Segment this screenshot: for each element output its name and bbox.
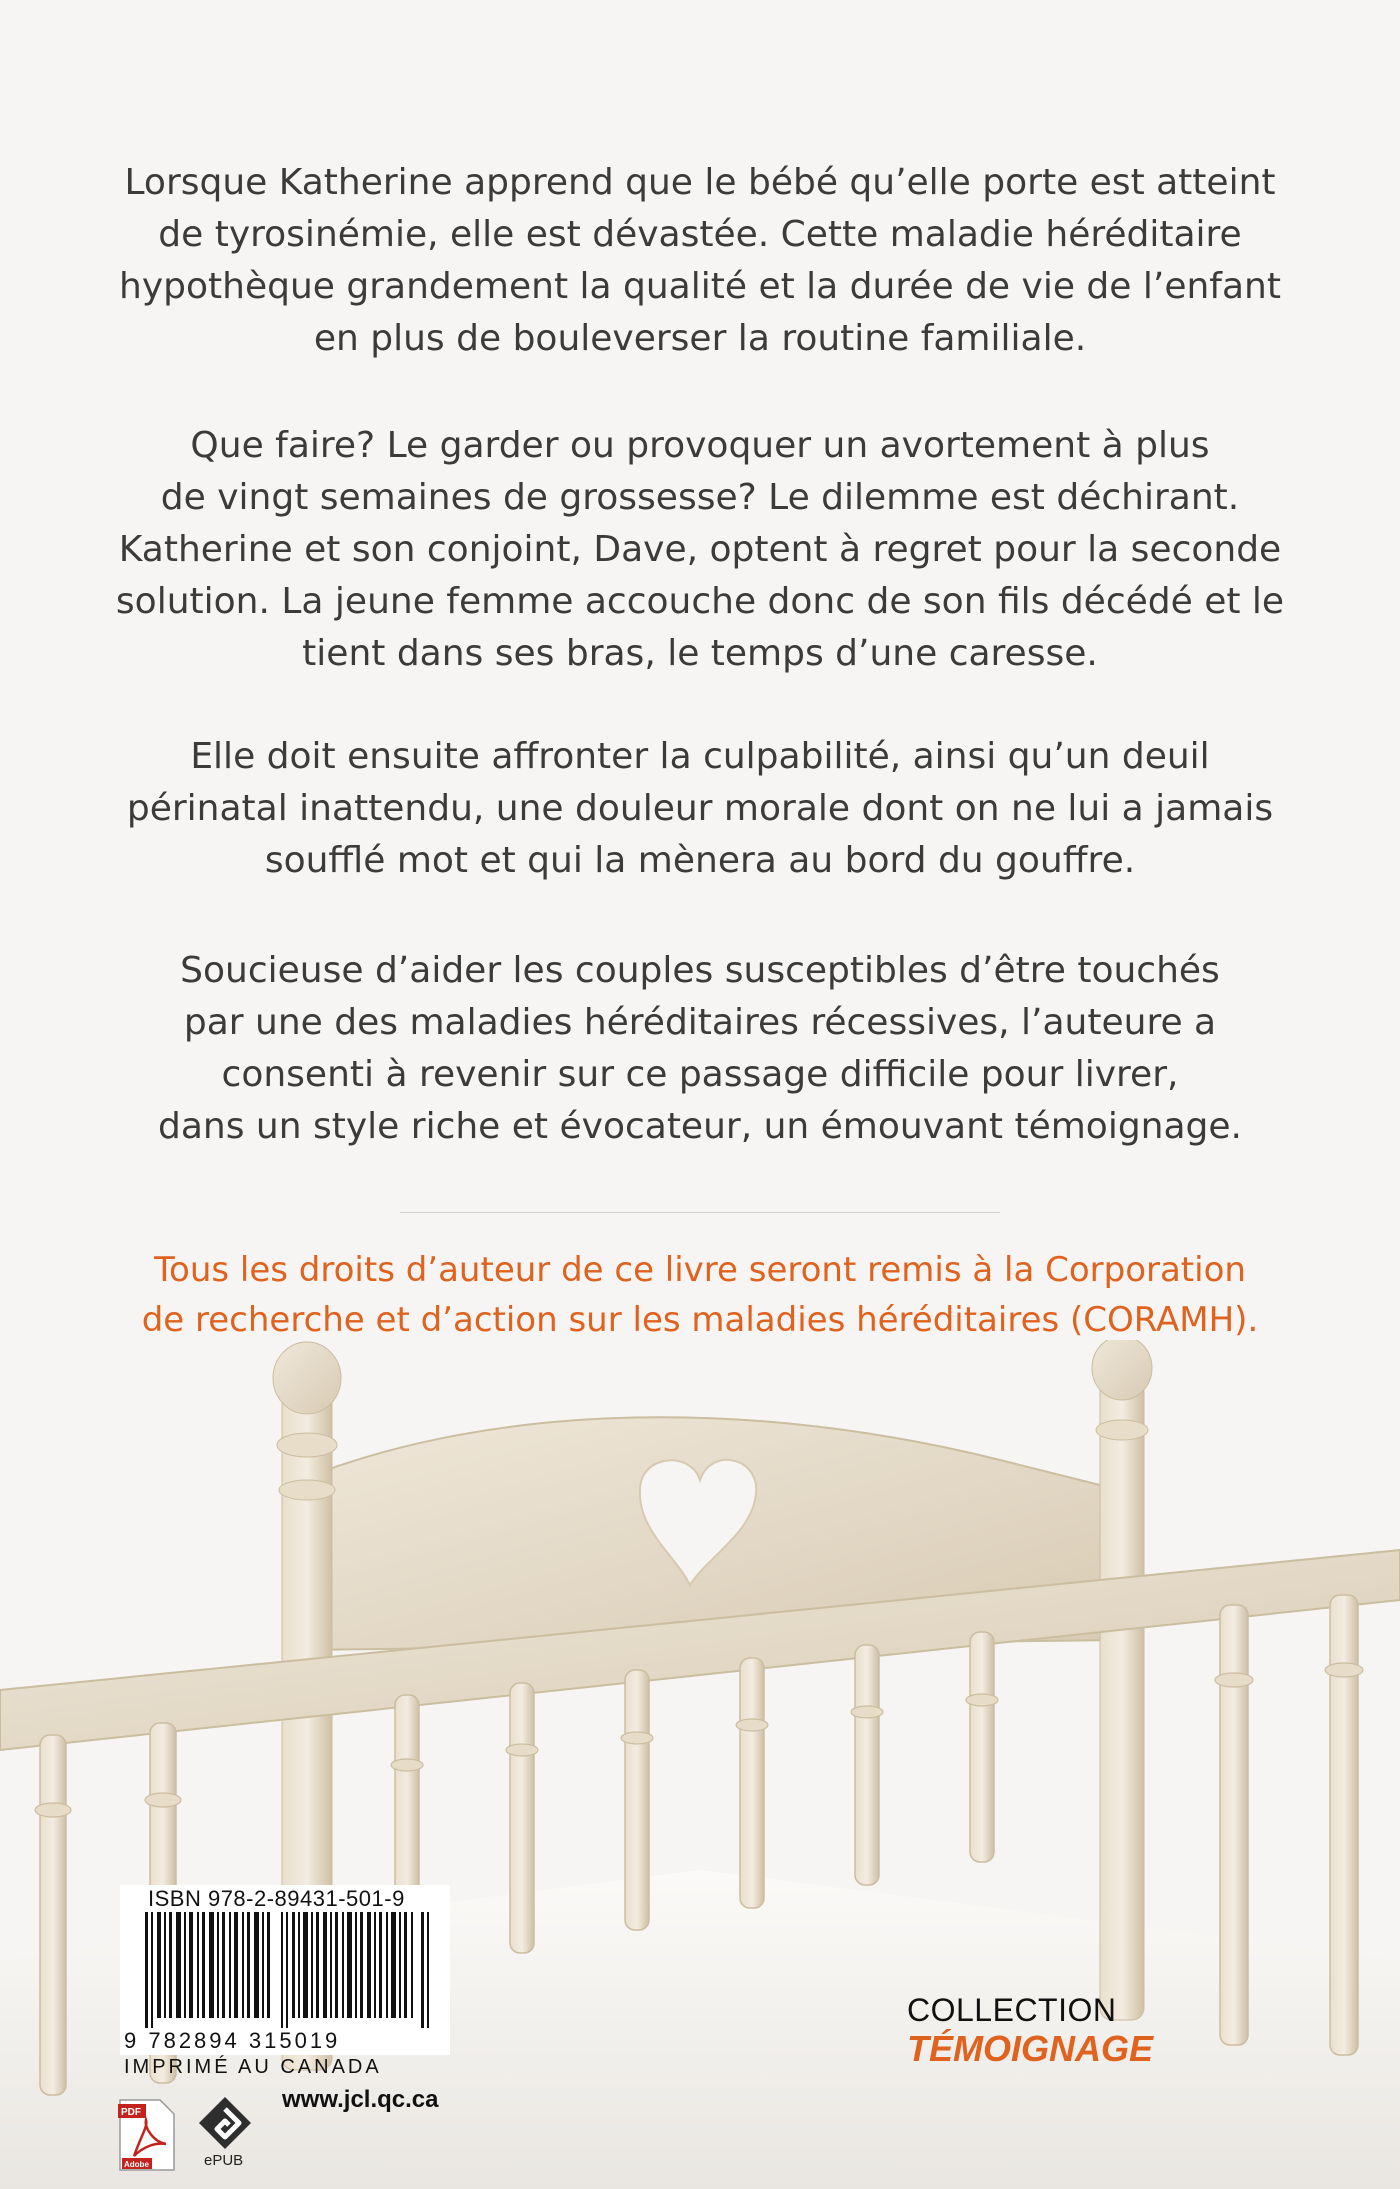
printed-in-label: IMPRIMÉ AU CANADA	[124, 2056, 382, 2078]
divider	[400, 1212, 1000, 1213]
pdf-icon	[118, 2098, 176, 2172]
collection-label: COLLECTION	[907, 1992, 1117, 2028]
isbn: ISBN 978-2-89431-501-9	[148, 1886, 405, 1911]
publisher-website[interactable]: www.jcl.qc.ca	[282, 2086, 439, 2113]
text-line: de tyrosinémie, elle est dévastée. Cette maladie héréditaire	[158, 214, 1242, 255]
text-line: Soucieuse d’aider les couples susceptibles d’être touchés	[180, 950, 1220, 991]
barcode	[145, 1912, 435, 2028]
synopsis-paragraph-3	[110, 731, 1290, 887]
epub-icon	[195, 2093, 255, 2153]
text-line: tient dans ses bras, le temps d’une caresse.	[302, 633, 1098, 674]
text-line: consenti à revenir sur ce passage difficile pour livrer,	[221, 1054, 1179, 1095]
adobe-label: Adobe	[124, 2160, 149, 2169]
text-line: dans un style riche et évocateur, un émouvant témoignage.	[158, 1106, 1242, 1147]
epub-label: ePUB	[204, 2152, 244, 2169]
royalties-note	[120, 1245, 1280, 1345]
text-line: Tous les droits d’auteur de ce livre seront remis à la Corporation	[154, 1250, 1246, 1290]
synopsis-paragraph-2	[110, 420, 1290, 680]
text-line: en plus de bouleverser la routine familiale.	[313, 318, 1087, 359]
text-line: solution. La jeune femme accouche donc de son fils décédé et le	[115, 581, 1285, 622]
text-line: par une des maladies héréditaires récessives, l’auteure a	[183, 1002, 1217, 1043]
text-line: Lorsque Katherine apprend que le bébé qu’elle porte est atteint	[124, 162, 1276, 203]
text-line: soufflé mot et qui la mènera au bord du gouffre.	[264, 840, 1136, 881]
text-line: hypothèque grandement la qualité et la durée de vie de l’enfant	[119, 266, 1281, 307]
text-line: périnatal inattendu, une douleur morale dont on ne lui a jamais	[126, 788, 1274, 829]
text-line: de vingt semaines de grossesse? Le dilemme est déchirant.	[160, 477, 1240, 518]
collection-name: TÉMOIGNAGE	[907, 2028, 1154, 2069]
synopsis-paragraph-1	[110, 157, 1290, 365]
pdf-label: PDF	[121, 2107, 141, 2118]
barcode-number: 9 782894 315019	[124, 2028, 341, 2053]
text-line: Que faire? Le garder ou provoquer un avortement à plus	[190, 425, 1210, 466]
text-line: Elle doit ensuite affronter la culpabilité, ainsi qu’un deuil	[190, 736, 1210, 777]
synopsis-paragraph-4	[110, 945, 1290, 1153]
text-line: de recherche et d’action sur les maladies héréditaires (CORAMH).	[141, 1300, 1259, 1340]
text-line: Katherine et son conjoint, Dave, optent à regret pour la seconde	[118, 529, 1282, 570]
